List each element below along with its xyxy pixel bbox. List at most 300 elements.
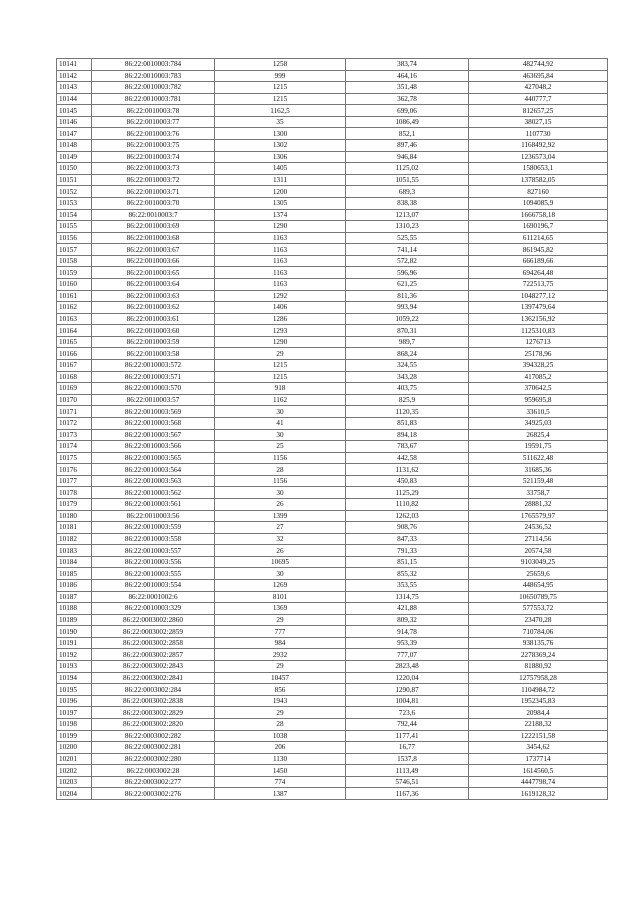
table-row [57, 348, 608, 360]
cadastral-number-cell: 86:22:0010003:62 [92, 302, 215, 314]
area-cell: 8101 [215, 591, 346, 603]
row-number-cell: 10148 [57, 140, 92, 152]
table-row [57, 290, 608, 302]
table-row [57, 753, 608, 765]
row-number-cell: 10141 [57, 59, 92, 71]
table-row [57, 93, 608, 105]
cadastral-value-cell: 33610,5 [469, 406, 608, 418]
cadastral-value-cell: 1104984,72 [469, 684, 608, 696]
cadastral-number-cell: 86:22:0010003:76 [92, 128, 215, 140]
cadastral-number-cell: 86:22:0010003:555 [92, 568, 215, 580]
cadastral-number-cell: 86:22:0003002:2841 [92, 672, 215, 684]
unit-cost-cell: 1262,03 [346, 510, 469, 522]
cadastral-value-cell: 710784,06 [469, 626, 608, 638]
area-cell: 10457 [215, 672, 346, 684]
area-cell: 1162 [215, 394, 346, 406]
unit-cost-cell: 946,84 [346, 151, 469, 163]
cadastral-value-cell: 33758,7 [469, 487, 608, 499]
cadastral-value-cell: 370642,5 [469, 383, 608, 395]
area-cell: 777 [215, 626, 346, 638]
table-row [57, 325, 608, 337]
unit-cost-cell: 894,18 [346, 429, 469, 441]
row-number-cell: 10198 [57, 718, 92, 730]
unit-cost-cell: 851,15 [346, 556, 469, 568]
table-row [57, 695, 608, 707]
cadastral-value-cell: 2278369,24 [469, 649, 608, 661]
table-row [57, 140, 608, 152]
cadastral-value-cell: 1397479,64 [469, 302, 608, 314]
row-number-cell: 10204 [57, 788, 92, 800]
cadastral-value-cell: 26825,4 [469, 429, 608, 441]
cadastral-number-cell: 86:22:0010003:58 [92, 348, 215, 360]
cadastral-number-cell: 86:22:0003002:28 [92, 765, 215, 777]
row-number-cell: 10146 [57, 116, 92, 128]
cadastral-number-cell: 86:22:0010003:60 [92, 325, 215, 337]
row-number-cell: 10202 [57, 765, 92, 777]
cadastral-number-cell: 86:22:0003002:2860 [92, 614, 215, 626]
cadastral-number-cell: 86:22:0010003:64 [92, 278, 215, 290]
area-cell: 1163 [215, 267, 346, 279]
cadastral-number-cell: 86:22:0010003:56 [92, 510, 215, 522]
row-number-cell: 10165 [57, 336, 92, 348]
cadastral-number-cell: 86:22:0003002:2858 [92, 637, 215, 649]
row-number-cell: 10166 [57, 348, 92, 360]
row-number-cell: 10189 [57, 614, 92, 626]
cadastral-value-cell: 1666758,18 [469, 209, 608, 221]
cadastral-number-cell: 86:22:0010003:784 [92, 59, 215, 71]
cadastral-value-cell: 666189,66 [469, 255, 608, 267]
area-cell: 1374 [215, 209, 346, 221]
row-number-cell: 10184 [57, 556, 92, 568]
cadastral-value-cell: 827160 [469, 186, 608, 198]
cadastral-number-cell: 86:22:0010003:783 [92, 70, 215, 82]
cadastral-number-cell: 86:22:0003002:280 [92, 753, 215, 765]
table-row [57, 591, 608, 603]
cadastral-number-cell: 86:22:0010003:61 [92, 313, 215, 325]
table-row [57, 417, 608, 429]
row-number-cell: 10170 [57, 394, 92, 406]
unit-cost-cell: 825,9 [346, 394, 469, 406]
table-row [57, 394, 608, 406]
area-cell: 28 [215, 464, 346, 476]
area-cell: 1038 [215, 730, 346, 742]
cadastral-value-cell: 3454,62 [469, 742, 608, 754]
row-number-cell: 10149 [57, 151, 92, 163]
row-number-cell: 10203 [57, 776, 92, 788]
unit-cost-cell: 442,58 [346, 452, 469, 464]
unit-cost-cell: 792,44 [346, 718, 469, 730]
table-row [57, 441, 608, 453]
table-row [57, 464, 608, 476]
unit-cost-cell: 362,78 [346, 93, 469, 105]
row-number-cell: 10177 [57, 475, 92, 487]
area-cell: 1130 [215, 753, 346, 765]
cadastral-value-cell: 1222151,58 [469, 730, 608, 742]
cadastral-number-cell: 86:22:0010003:74 [92, 151, 215, 163]
row-number-cell: 10193 [57, 661, 92, 673]
row-number-cell: 10180 [57, 510, 92, 522]
table-row [57, 278, 608, 290]
area-cell: 1162,5 [215, 105, 346, 117]
unit-cost-cell: 5746,51 [346, 776, 469, 788]
unit-cost-cell: 689,3 [346, 186, 469, 198]
table-row [57, 186, 608, 198]
cadastral-value-cell: 20574,58 [469, 545, 608, 557]
row-number-cell: 10168 [57, 371, 92, 383]
table-row [57, 637, 608, 649]
unit-cost-cell: 464,16 [346, 70, 469, 82]
row-number-cell: 10172 [57, 417, 92, 429]
unit-cost-cell: 1220,04 [346, 672, 469, 684]
cadastral-number-cell: 86:22:0003002:282 [92, 730, 215, 742]
unit-cost-cell: 1537,8 [346, 753, 469, 765]
area-cell: 35 [215, 116, 346, 128]
row-number-cell: 10161 [57, 290, 92, 302]
row-number-cell: 10192 [57, 649, 92, 661]
cadastral-number-cell: 86:22:0010003:63 [92, 290, 215, 302]
row-number-cell: 10144 [57, 93, 92, 105]
cadastral-number-cell: 86:22:0010003:7 [92, 209, 215, 221]
unit-cost-cell: 908,76 [346, 522, 469, 534]
row-number-cell: 10197 [57, 707, 92, 719]
area-cell: 1156 [215, 452, 346, 464]
row-number-cell: 10153 [57, 197, 92, 209]
table-row [57, 371, 608, 383]
unit-cost-cell: 914,78 [346, 626, 469, 638]
row-number-cell: 10201 [57, 753, 92, 765]
cadastral-number-cell: 86:22:0010003:781 [92, 93, 215, 105]
row-number-cell: 10143 [57, 82, 92, 94]
cadastral-value-cell: 1236573,04 [469, 151, 608, 163]
area-cell: 32 [215, 533, 346, 545]
unit-cost-cell: 16,77 [346, 742, 469, 754]
cadastral-value-cell: 1168492,92 [469, 140, 608, 152]
row-number-cell: 10169 [57, 383, 92, 395]
row-number-cell: 10190 [57, 626, 92, 638]
unit-cost-cell: 855,32 [346, 568, 469, 580]
area-cell: 1200 [215, 186, 346, 198]
cadastral-value-cell: 511622,48 [469, 452, 608, 464]
row-number-cell: 10142 [57, 70, 92, 82]
table-row [57, 475, 608, 487]
cadastral-number-cell: 86:22:0003002:2820 [92, 718, 215, 730]
cadastral-number-cell: 86:22:0010003:59 [92, 336, 215, 348]
cadastral-value-cell: 959695,8 [469, 394, 608, 406]
unit-cost-cell: 723,6 [346, 707, 469, 719]
cadastral-number-cell: 86:22:0010003:569 [92, 406, 215, 418]
table-row [57, 522, 608, 534]
row-number-cell: 10160 [57, 278, 92, 290]
cadastral-value-cell: 81880,92 [469, 661, 608, 673]
cadastral-value-cell: 1378582,05 [469, 174, 608, 186]
unit-cost-cell: 383,74 [346, 59, 469, 71]
table-row [57, 742, 608, 754]
unit-cost-cell: 989,7 [346, 336, 469, 348]
area-cell: 1215 [215, 82, 346, 94]
cadastral-value-cell: 812657,25 [469, 105, 608, 117]
area-cell: 1399 [215, 510, 346, 522]
table-row [57, 510, 608, 522]
table-row [57, 545, 608, 557]
cadastral-number-cell: 86:22:0010003:71 [92, 186, 215, 198]
unit-cost-cell: 1051,55 [346, 174, 469, 186]
area-cell: 1163 [215, 232, 346, 244]
cadastral-value-cell: 31685,36 [469, 464, 608, 476]
cadastral-number-cell: 86:22:0010003:782 [92, 82, 215, 94]
cadastral-number-cell: 86:22:0003002:277 [92, 776, 215, 788]
unit-cost-cell: 421,88 [346, 603, 469, 615]
cadastral-number-cell: 86:22:0003002:2829 [92, 707, 215, 719]
area-cell: 1387 [215, 788, 346, 800]
unit-cost-cell: 1004,81 [346, 695, 469, 707]
cadastral-value-cell: 440777,7 [469, 93, 608, 105]
row-number-cell: 10163 [57, 313, 92, 325]
cadastral-number-cell: 86:22:0010003:561 [92, 498, 215, 510]
row-number-cell: 10194 [57, 672, 92, 684]
cadastral-value-cell: 20984,4 [469, 707, 608, 719]
area-cell: 26 [215, 498, 346, 510]
row-number-cell: 10164 [57, 325, 92, 337]
unit-cost-cell: 847,33 [346, 533, 469, 545]
row-number-cell: 10196 [57, 695, 92, 707]
table-row [57, 360, 608, 372]
row-number-cell: 10179 [57, 498, 92, 510]
area-cell: 1369 [215, 603, 346, 615]
cadastral-value-cell: 9103049,25 [469, 556, 608, 568]
row-number-cell: 10147 [57, 128, 92, 140]
row-number-cell: 10200 [57, 742, 92, 754]
unit-cost-cell: 699,06 [346, 105, 469, 117]
table-row [57, 765, 608, 777]
area-cell: 1163 [215, 244, 346, 256]
table-row [57, 626, 608, 638]
cadastral-value-cell: 1690196,7 [469, 221, 608, 233]
cadastral-value-cell: 34925,03 [469, 417, 608, 429]
table-row [57, 707, 608, 719]
cadastral-value-cell: 10650789,75 [469, 591, 608, 603]
area-cell: 41 [215, 417, 346, 429]
row-number-cell: 10195 [57, 684, 92, 696]
unit-cost-cell: 1213,07 [346, 209, 469, 221]
cadastral-value-cell: 19591,75 [469, 441, 608, 453]
cadastral-number-cell: 86:22:0003002:284 [92, 684, 215, 696]
area-cell: 1292 [215, 290, 346, 302]
cadastral-number-cell: 86:22:0010003:77 [92, 116, 215, 128]
unit-cost-cell: 1113,49 [346, 765, 469, 777]
unit-cost-cell: 791,33 [346, 545, 469, 557]
row-number-cell: 10178 [57, 487, 92, 499]
cadastral-value-cell: 577553,72 [469, 603, 608, 615]
table-row [57, 197, 608, 209]
cadastral-value-cell: 25659,6 [469, 568, 608, 580]
cadastral-number-cell: 86:22:0003002:2843 [92, 661, 215, 673]
table-body [57, 59, 608, 800]
cadastral-value-cell: 38027,15 [469, 116, 608, 128]
unit-cost-cell: 809,32 [346, 614, 469, 626]
table-row [57, 556, 608, 568]
row-number-cell: 10155 [57, 221, 92, 233]
area-cell: 1300 [215, 128, 346, 140]
area-cell: 10695 [215, 556, 346, 568]
row-number-cell: 10186 [57, 580, 92, 592]
cadastral-number-cell: 86:22:0010003:556 [92, 556, 215, 568]
cadastral-value-cell: 394328,25 [469, 360, 608, 372]
cadastral-number-cell: 86:22:0010003:572 [92, 360, 215, 372]
row-number-cell: 10159 [57, 267, 92, 279]
table-row [57, 452, 608, 464]
area-cell: 1286 [215, 313, 346, 325]
cadastral-value-cell: 448654,95 [469, 580, 608, 592]
cadastral-value-cell: 1048277,12 [469, 290, 608, 302]
table-row [57, 313, 608, 325]
area-cell: 1290 [215, 221, 346, 233]
table-row [57, 406, 608, 418]
cadastral-value-cell: 24536,52 [469, 522, 608, 534]
unit-cost-cell: 870,31 [346, 325, 469, 337]
cadastral-value-cell: 1952345,83 [469, 695, 608, 707]
cadastral-value-cell: 12757958,28 [469, 672, 608, 684]
table-row [57, 116, 608, 128]
table-row [57, 151, 608, 163]
table-row [57, 788, 608, 800]
table-row [57, 776, 608, 788]
table-row [57, 684, 608, 696]
area-cell: 30 [215, 487, 346, 499]
cadastral-value-cell: 694264,48 [469, 267, 608, 279]
row-number-cell: 10152 [57, 186, 92, 198]
area-cell: 1215 [215, 371, 346, 383]
cadastral-number-cell: 86:22:0010003:567 [92, 429, 215, 441]
unit-cost-cell: 897,46 [346, 140, 469, 152]
table-row [57, 383, 608, 395]
row-number-cell: 10151 [57, 174, 92, 186]
area-cell: 1156 [215, 475, 346, 487]
cadastral-value-cell: 27114,56 [469, 533, 608, 545]
area-cell: 1406 [215, 302, 346, 314]
table-row [57, 244, 608, 256]
cadastral-value-cell: 28881,32 [469, 498, 608, 510]
cadastral-value-cell: 1765579,97 [469, 510, 608, 522]
unit-cost-cell: 1086,49 [346, 116, 469, 128]
cadastral-value-cell: 482744,92 [469, 59, 608, 71]
area-cell: 856 [215, 684, 346, 696]
unit-cost-cell: 353,55 [346, 580, 469, 592]
unit-cost-cell: 1177,41 [346, 730, 469, 742]
cadastral-value-cell: 463695,84 [469, 70, 608, 82]
table-row [57, 174, 608, 186]
row-number-cell: 10154 [57, 209, 92, 221]
unit-cost-cell: 1167,36 [346, 788, 469, 800]
area-cell: 27 [215, 522, 346, 534]
row-number-cell: 10181 [57, 522, 92, 534]
cadastral-number-cell: 86:22:0010003:70 [92, 197, 215, 209]
unit-cost-cell: 596,96 [346, 267, 469, 279]
cadastral-value-cell: 861945,82 [469, 244, 608, 256]
cadastral-value-cell: 938135,76 [469, 637, 608, 649]
cadastral-number-cell: 86:22:0003002:2838 [92, 695, 215, 707]
table-row [57, 232, 608, 244]
cadastral-value-cell: 1737714 [469, 753, 608, 765]
area-cell: 1215 [215, 93, 346, 105]
unit-cost-cell: 1125,02 [346, 163, 469, 175]
cadastral-number-cell: 86:22:0010003:69 [92, 221, 215, 233]
cadastral-value-cell: 1107730 [469, 128, 608, 140]
area-cell: 1293 [215, 325, 346, 337]
unit-cost-cell: 2823,48 [346, 661, 469, 673]
table-row [57, 221, 608, 233]
unit-cost-cell: 324,55 [346, 360, 469, 372]
area-cell: 25 [215, 441, 346, 453]
cadastral-number-cell: 86:22:0010003:566 [92, 441, 215, 453]
row-number-cell: 10191 [57, 637, 92, 649]
cadastral-number-cell: 86:22:0010003:66 [92, 255, 215, 267]
cadastral-number-cell: 86:22:0010003:57 [92, 394, 215, 406]
table-row [57, 105, 608, 117]
cadastral-number-cell: 86:22:0010003:564 [92, 464, 215, 476]
area-cell: 29 [215, 348, 346, 360]
table-row [57, 255, 608, 267]
area-cell: 1305 [215, 197, 346, 209]
unit-cost-cell: 741,14 [346, 244, 469, 256]
cadastral-number-cell: 86:22:0010003:568 [92, 417, 215, 429]
row-number-cell: 10162 [57, 302, 92, 314]
row-number-cell: 10199 [57, 730, 92, 742]
unit-cost-cell: 1310,23 [346, 221, 469, 233]
cadastral-value-cell: 1276713 [469, 336, 608, 348]
unit-cost-cell: 403,75 [346, 383, 469, 395]
cadastral-number-cell: 86:22:0010003:75 [92, 140, 215, 152]
unit-cost-cell: 783,67 [346, 441, 469, 453]
row-number-cell: 10145 [57, 105, 92, 117]
cadastral-number-cell: 86:22:0010003:559 [92, 522, 215, 534]
unit-cost-cell: 1131,62 [346, 464, 469, 476]
table-row [57, 429, 608, 441]
unit-cost-cell: 868,24 [346, 348, 469, 360]
area-cell: 984 [215, 637, 346, 649]
row-number-cell: 10176 [57, 464, 92, 476]
table-row [57, 568, 608, 580]
table-row [57, 209, 608, 221]
unit-cost-cell: 838,38 [346, 197, 469, 209]
cadastral-number-cell: 86:22:0010003:329 [92, 603, 215, 615]
table-row [57, 336, 608, 348]
unit-cost-cell: 450,83 [346, 475, 469, 487]
cadastral-number-cell: 86:22:0010003:558 [92, 533, 215, 545]
area-cell: 29 [215, 661, 346, 673]
table-row [57, 302, 608, 314]
area-cell: 1269 [215, 580, 346, 592]
unit-cost-cell: 851,83 [346, 417, 469, 429]
area-cell: 206 [215, 742, 346, 754]
table-row [57, 267, 608, 279]
area-cell: 1215 [215, 360, 346, 372]
area-cell: 918 [215, 383, 346, 395]
table-row [57, 487, 608, 499]
cadastral-number-cell: 86:22:0010003:562 [92, 487, 215, 499]
cadastral-number-cell: 86:22:0003002:2859 [92, 626, 215, 638]
area-cell: 1450 [215, 765, 346, 777]
table-row [57, 649, 608, 661]
unit-cost-cell: 572,82 [346, 255, 469, 267]
area-cell: 1943 [215, 695, 346, 707]
table-row [57, 82, 608, 94]
area-cell: 774 [215, 776, 346, 788]
table-row [57, 718, 608, 730]
area-cell: 28 [215, 718, 346, 730]
area-cell: 30 [215, 568, 346, 580]
cadastral-number-cell: 86:22:0003002:276 [92, 788, 215, 800]
cadastral-value-cell: 1619128,32 [469, 788, 608, 800]
